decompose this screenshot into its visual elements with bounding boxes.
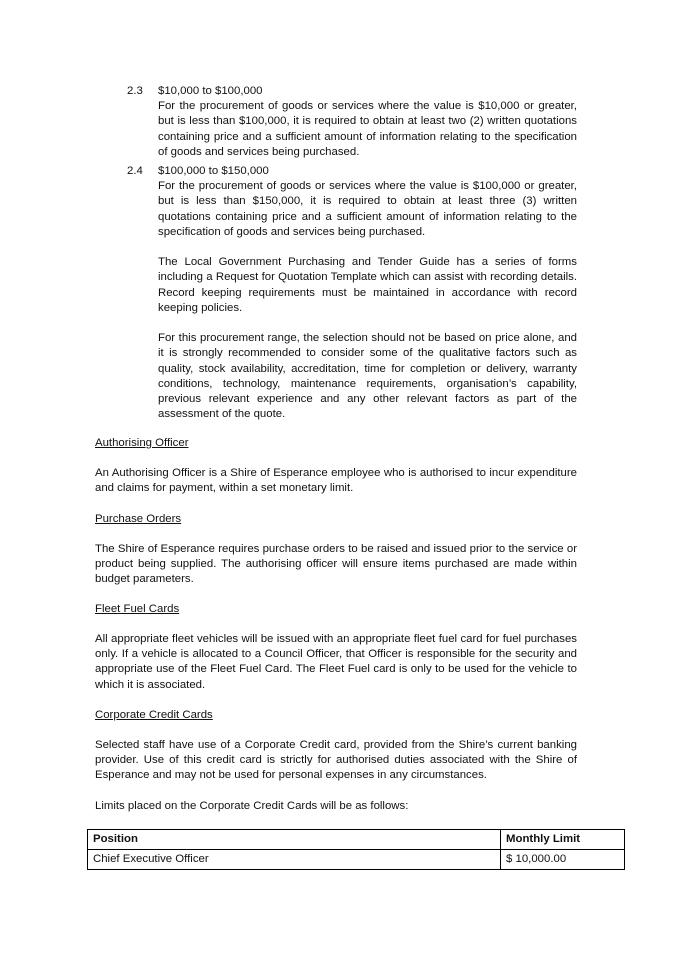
authorising-officer-heading: Authorising Officer — [95, 437, 189, 449]
purchase-orders-heading: Purchase Orders — [95, 513, 182, 525]
limits-intro: Limits placed on the Corporate Credit Cards will be as follows: — [95, 800, 409, 812]
item-paragraph: For this procurement range, the selection should not be based on price alone, and it is strongly recommended to consider some of the qualitative factors such as quality, stock availability, accreditation, time for completion or delivery, warranty conditions, technology, maintenance requirements, organisation’s capability, previous relevant experience and any other relevant factors as part of the assessment of the quote. — [158, 332, 577, 421]
item-body — [158, 99, 577, 160]
fleet-fuel-cards-text: All appropriate fleet vehicles will be issued with an appropriate fleet fuel card for fuel purchases only. If a vehicle is allocated to a Council Officer, that Officer is responsible for the security and appropriate use of the Fleet Fuel Card. The Fleet Fuel card is only to be used for the vehicle to which it is associated. — [95, 633, 577, 691]
item-number: 2.4 — [127, 165, 143, 177]
corporate-credit-cards-heading: Corporate Credit Cards — [95, 709, 213, 721]
item-paragraph: For the procurement of goods or services where the value is $100,000 or greater, but is less than $150,000, it is required to obtain at least three (3) written quotations containing price and a sufficient amount of information relating to the specification of goods and services being purchased. — [158, 180, 577, 238]
item-head — [127, 164, 577, 179]
purchase-orders-text: The Shire of Esperance requires purchase orders to be raised and issued prior to the service or product being supplied. The authorising officer will ensure items purchased are made within budget parameters. — [95, 543, 577, 586]
table-header-row — [88, 830, 625, 850]
item-title: $10,000 to $100,000 — [158, 85, 263, 97]
position-header: Position — [88, 830, 501, 850]
item-title: $100,000 to $150,000 — [158, 165, 269, 177]
item-2-3 — [127, 84, 577, 160]
item-2-4 — [127, 164, 577, 422]
table-row — [88, 850, 625, 870]
corporate-credit-cards-text: Selected staff have use of a Corporate Credit card, provided from the Shire’s current banking provider. Use of this credit card is strictly for authorised duties associated with the Shire of Esperance and may not be used for personal expenses in any circumstances. — [95, 739, 577, 782]
item-paragraph: The Local Government Purchasing and Tender Guide has a series of forms including a Request for Quotation Template which can assist with recording details. Record keeping requirements must be maintained in accordance with record keeping policies. — [158, 256, 577, 314]
item-number: 2.3 — [127, 85, 143, 97]
authorising-officer-text: An Authorising Officer is a Shire of Esperance employee who is authorised to incur expenditure and claims for payment, within a set monetary limit. — [95, 467, 577, 495]
item-head — [127, 84, 577, 99]
fleet-fuel-cards-heading: Fleet Fuel Cards — [95, 603, 180, 615]
position-cell: Chief Executive Officer — [88, 850, 501, 870]
item-paragraph: For the procurement of goods or services where the value is $10,000 or greater, but is less than $100,000, it is required to obtain at least two (2) written quotations containing price and a sufficient amount of information relating to the specification of goods and services being purchased. — [158, 100, 577, 158]
credit-card-limits-table — [87, 829, 625, 870]
monthly-limit-header: Monthly Limit — [501, 830, 625, 850]
item-body — [158, 179, 577, 422]
monthly-limit-cell: $ 10,000.00 — [501, 850, 625, 870]
